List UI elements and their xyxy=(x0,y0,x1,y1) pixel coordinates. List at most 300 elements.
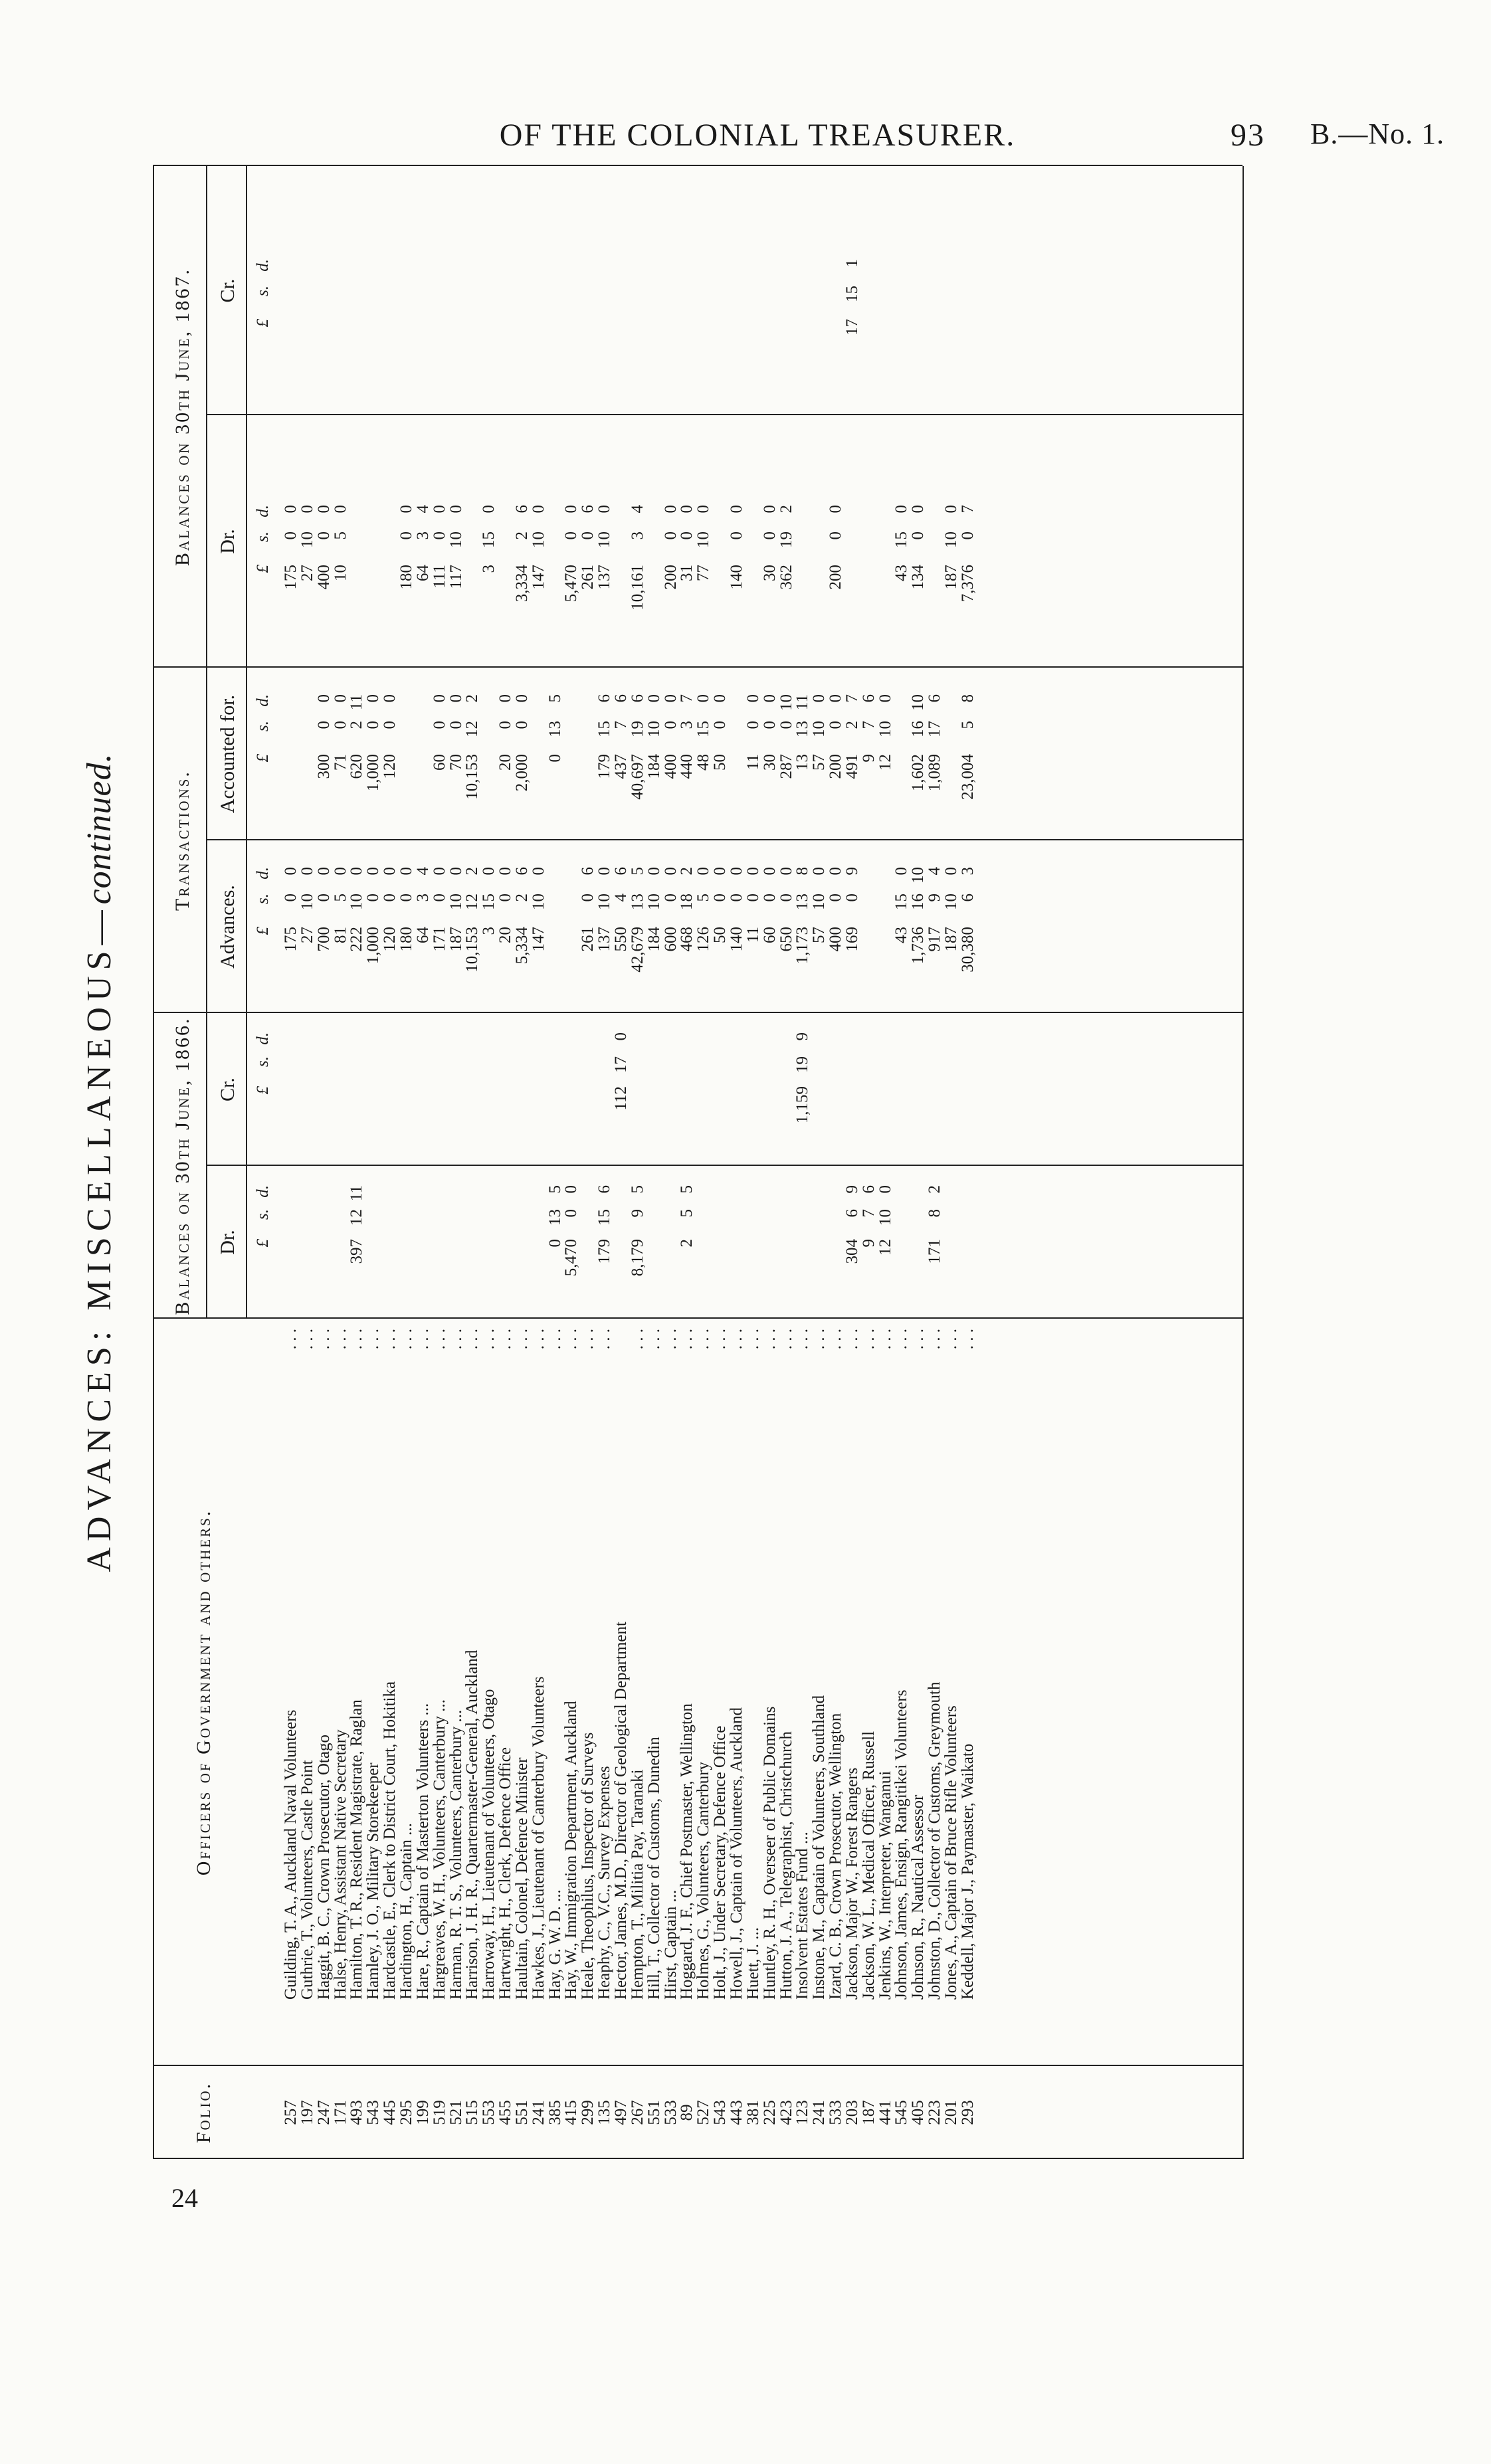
adv-pounds-cell: 20 xyxy=(496,927,515,943)
adv-pounds-cell: 147 xyxy=(529,927,547,952)
b66dr-pounds-cell: 9 xyxy=(859,1239,878,1248)
b66cr-pounds-cell: 112 xyxy=(612,1086,630,1111)
table-row xyxy=(464,166,480,2159)
acc-pounds-cell: 11 xyxy=(744,754,762,771)
table-title-continued: continued. xyxy=(80,753,118,905)
leader-dots: . . . xyxy=(810,1329,829,1350)
table-row xyxy=(531,166,547,2159)
adv-shillings-cell: 0 xyxy=(760,894,779,902)
table-row xyxy=(415,166,431,2159)
folio-cell: 225 xyxy=(760,2100,779,2125)
adv-shillings-cell: 10 xyxy=(810,894,829,910)
acc-pence-cell: 0 xyxy=(694,694,713,703)
folio-cell: 241 xyxy=(810,2100,829,2125)
b66dr-pounds-cell: 171 xyxy=(926,1239,944,1264)
acc-pence-cell: 0 xyxy=(512,694,531,703)
folio-cell: 241 xyxy=(529,2100,547,2125)
b67dr-pounds-cell: 3 xyxy=(480,565,498,573)
transactions-header: Transactions. xyxy=(171,770,193,911)
table-row xyxy=(861,166,877,2159)
adv-shillings-cell: 0 xyxy=(430,894,448,902)
officer-name-cell: Hill, T., Collector of Customs, Dunedin xyxy=(645,1737,663,2000)
advances-table xyxy=(80,166,1242,2159)
acc-shillings-cell: 10 xyxy=(645,721,663,737)
officer-name-cell: Hoggard, J. F., Chief Postmaster, Wellington xyxy=(678,1703,696,2000)
adv-shillings-cell: 15 xyxy=(892,894,911,910)
adv-pounds-cell: 140 xyxy=(727,927,746,952)
leader-dots: . . . xyxy=(298,1329,316,1350)
acc-pounds-cell: 620 xyxy=(348,754,366,779)
b67dr-shillings-cell: 10 xyxy=(595,531,614,548)
b67dr-pounds-cell: 5,470 xyxy=(562,565,581,603)
officer-name-cell: Haultain, Colonel, Defence Minister xyxy=(512,1757,531,2000)
acc-pounds-cell: 287 xyxy=(777,754,795,779)
adv-pounds-cell: 10,153 xyxy=(463,927,482,973)
acc-shillings-cell: 0 xyxy=(744,721,762,729)
b67dr-shillings-cell: 10 xyxy=(529,531,547,548)
adv-pence-cell: 9 xyxy=(843,867,861,876)
leader-dots: . . . xyxy=(678,1329,696,1350)
leader-dots: . . . xyxy=(727,1329,746,1350)
acc-pounds-cell: 440 xyxy=(678,754,696,779)
b67dr-shillings-cell: 10 xyxy=(298,531,316,548)
adv-pounds-cell: 650 xyxy=(777,927,795,952)
table-row xyxy=(630,166,646,2159)
acc-pounds-cell: 40,697 xyxy=(628,754,646,800)
folio-cell: 443 xyxy=(727,2100,746,2125)
folio-cell: 519 xyxy=(430,2100,448,2125)
b67dr-pounds-cell: 147 xyxy=(529,565,547,590)
b67dr-shillings-cell: 10 xyxy=(942,531,960,548)
b67dr-shillings-cell: 2 xyxy=(512,531,531,540)
b67cr-pounds-cell: 17 xyxy=(843,319,861,335)
acc-shillings-cell: 3 xyxy=(678,721,696,729)
folio-cell: 299 xyxy=(579,2100,597,2125)
b66cr-pence-cell: 9 xyxy=(793,1032,812,1041)
leader-dots: . . . xyxy=(628,1329,646,1350)
adv-pounds-cell: 261 xyxy=(579,927,597,952)
b67cr-pence-cell: 1 xyxy=(843,259,861,268)
adv-pounds-cell: 30,380 xyxy=(958,927,977,973)
table-row xyxy=(779,166,795,2159)
bal66-dr-header: Dr. xyxy=(217,1230,239,1255)
adv-shillings-cell: 5 xyxy=(331,894,349,902)
b67dr-shillings-cell: 0 xyxy=(430,531,448,540)
unit-label-b66dr-0: £ xyxy=(254,1239,272,1248)
acc-shillings-cell: 0 xyxy=(827,721,845,729)
acc-pence-cell: 0 xyxy=(661,694,680,703)
adv-shillings-cell: 6 xyxy=(958,894,977,902)
folio-cell: 293 xyxy=(958,2100,977,2125)
officer-name-cell: Hamley, J. O., Military Storekeeper xyxy=(364,1762,383,2000)
folio-cell: 543 xyxy=(711,2100,730,2125)
adv-pounds-cell: 42,679 xyxy=(628,927,646,973)
acc-pounds-cell: 71 xyxy=(331,754,349,771)
table-row xyxy=(811,166,827,2159)
leader-dots: . . . xyxy=(480,1329,498,1350)
unit-label-b67cr-0: £ xyxy=(254,319,272,328)
officer-name-cell: Haggit, B. C., Crown Prosecutor, Otago xyxy=(314,1735,333,2000)
b67dr-pence-cell: 6 xyxy=(512,505,531,514)
b67dr-pence-cell: 0 xyxy=(480,505,498,514)
acc-pounds-cell: 13 xyxy=(793,754,812,771)
acc-shillings-cell: 19 xyxy=(628,721,646,737)
adv-pounds-cell: 120 xyxy=(381,927,399,952)
b67dr-pence-cell: 0 xyxy=(760,505,779,514)
adv-shillings-cell: 0 xyxy=(711,894,730,902)
b67dr-pounds-cell: 200 xyxy=(661,565,680,590)
adv-pence-cell: 0 xyxy=(381,867,399,876)
table-row xyxy=(300,166,316,2159)
adv-shillings-cell: 3 xyxy=(413,894,432,902)
adv-pounds-cell: 3 xyxy=(480,927,498,935)
folio-header: Folio. xyxy=(193,2081,215,2144)
leader-dots: . . . xyxy=(496,1329,515,1350)
b67dr-shillings-cell: 0 xyxy=(958,531,977,540)
b66dr-pounds-cell: 0 xyxy=(546,1239,564,1248)
officer-name-cell: Hirst, Captain ... xyxy=(661,1889,680,2000)
leader-dots: . . . xyxy=(364,1329,383,1350)
folio-cell: 441 xyxy=(876,2100,894,2125)
b66dr-pounds-cell: 2 xyxy=(678,1239,696,1248)
b66dr-shillings-cell: 0 xyxy=(562,1209,581,1218)
adv-pounds-cell: 468 xyxy=(678,927,696,952)
leader-dots: . . . xyxy=(562,1329,581,1350)
table-row xyxy=(944,166,959,2159)
b67dr-pence-cell: 0 xyxy=(595,505,614,514)
adv-shillings-cell: 13 xyxy=(793,894,812,910)
b67dr-pounds-cell: 10,161 xyxy=(628,565,646,611)
acc-pence-cell: 0 xyxy=(827,694,845,703)
acc-pounds-cell: 50 xyxy=(711,754,730,771)
leader-dots: . . . xyxy=(859,1329,878,1350)
b67dr-pounds-cell: 64 xyxy=(413,565,432,581)
unit-label-b66cr-0: £ xyxy=(254,1086,272,1095)
adv-pounds-cell: 171 xyxy=(430,927,448,952)
acc-pounds-cell: 1,602 xyxy=(909,754,928,792)
officer-name-cell: Hartwright, H., Clerk, Defence Office xyxy=(496,1747,515,2000)
adv-pence-cell: 0 xyxy=(314,867,333,876)
adv-pence-cell: 0 xyxy=(892,867,911,876)
leader-dots: . . . xyxy=(447,1329,465,1350)
acc-pence-cell: 6 xyxy=(859,694,878,703)
table-row xyxy=(762,166,778,2159)
officer-name-cell: Guthrie, T., Volunteers, Castle Point xyxy=(298,1760,316,2000)
officer-name-cell: Hempton, T., Militia Pay, Taranaki xyxy=(628,1769,646,2000)
b67dr-pounds-cell: 137 xyxy=(595,565,614,590)
folio-cell: 257 xyxy=(282,2100,300,2125)
table-row xyxy=(746,166,761,2159)
adv-pence-cell: 6 xyxy=(512,867,531,876)
acc-shillings-cell: 0 xyxy=(711,721,730,729)
b67dr-shillings-cell: 0 xyxy=(727,531,746,540)
unit-label-b67dr-1: s. xyxy=(254,531,272,542)
adv-pence-cell: 0 xyxy=(397,867,415,876)
folio-cell: 533 xyxy=(827,2100,845,2125)
acc-shillings-cell: 15 xyxy=(694,721,713,737)
acc-pence-cell: 7 xyxy=(843,694,861,703)
adv-shillings-cell: 16 xyxy=(909,894,928,910)
adv-pounds-cell: 180 xyxy=(397,927,415,952)
b67dr-pounds-cell: 31 xyxy=(678,565,696,581)
b66dr-shillings-cell: 5 xyxy=(678,1209,696,1218)
b66dr-shillings-cell: 10 xyxy=(876,1209,894,1226)
subheader-line xyxy=(246,166,247,1319)
officer-name-cell: Guilding, T. A., Auckland Naval Volunteers xyxy=(282,1709,300,2000)
adv-pounds-cell: 400 xyxy=(827,927,845,952)
b66dr-shillings-cell: 6 xyxy=(843,1209,861,1218)
table-row xyxy=(960,166,976,2159)
acc-shillings-cell: 0 xyxy=(496,721,515,729)
acc-shillings-cell: 13 xyxy=(546,721,564,737)
table-row xyxy=(399,166,415,2159)
b67dr-pence-cell: 2 xyxy=(777,505,795,514)
acc-shillings-cell: 7 xyxy=(859,721,878,729)
table-row xyxy=(828,166,844,2159)
officer-name-cell: Harman, R. T. S., Volunteers, Canterbury ... xyxy=(447,1709,465,2000)
b67dr-shillings-cell: 0 xyxy=(282,531,300,540)
leader-dots: . . . xyxy=(892,1329,911,1350)
folio-cell: 385 xyxy=(546,2100,564,2125)
officer-name-cell: Halse, Henry, Assistant Native Secretary xyxy=(331,1729,349,2000)
adv-pence-cell: 0 xyxy=(529,867,547,876)
adv-pounds-cell: 5,334 xyxy=(512,927,531,965)
table-row xyxy=(729,166,745,2159)
adv-shillings-cell: 10 xyxy=(348,894,366,910)
b67dr-pence-cell: 0 xyxy=(694,505,713,514)
adv-shillings-cell: 10 xyxy=(529,894,547,910)
b67dr-pounds-cell: 10 xyxy=(331,565,349,581)
b67dr-pounds-cell: 7,376 xyxy=(958,565,977,603)
b67dr-pence-cell: 0 xyxy=(942,505,960,514)
officer-name-cell: Jackson, Major W., Forest Rangers xyxy=(843,1767,861,2000)
table-title-main: ADVANCES: MISCELLANEOUS— xyxy=(80,904,118,1572)
b67dr-pence-cell: 0 xyxy=(529,505,547,514)
b66dr-pence-cell: 0 xyxy=(562,1185,581,1194)
leader-dots: . . . xyxy=(777,1329,795,1350)
advances-header: Advances. xyxy=(217,885,239,969)
acc-shillings-cell: 0 xyxy=(760,721,779,729)
acc-pounds-cell: 57 xyxy=(810,754,829,771)
adv-pounds-cell: 1,000 xyxy=(364,927,383,965)
adv-shillings-cell: 10 xyxy=(447,894,465,910)
page-number: 93 xyxy=(1231,118,1265,153)
bal66-cr-header: Cr. xyxy=(217,1078,239,1101)
folio-cell: 515 xyxy=(463,2100,482,2125)
acc-shillings-cell: 0 xyxy=(364,721,383,729)
b66dr-pounds-cell: 8,179 xyxy=(628,1239,646,1277)
folio-cell: 445 xyxy=(381,2100,399,2125)
table-row xyxy=(448,166,464,2159)
b66dr-pounds-cell: 5,470 xyxy=(562,1239,581,1277)
folio-cell: 267 xyxy=(628,2100,646,2125)
acc-pence-cell: 0 xyxy=(876,694,894,703)
acc-pounds-cell: 20 xyxy=(496,754,515,771)
officer-name-cell: Hawkes, J., Lieutenant of Canterbury Volunteers xyxy=(529,1676,547,2000)
b67dr-pounds-cell: 77 xyxy=(694,565,713,581)
folio-cell: 89 xyxy=(678,2104,696,2121)
folio-cell: 493 xyxy=(348,2100,366,2125)
b67dr-shillings-cell: 0 xyxy=(562,531,581,540)
adv-shillings-cell: 4 xyxy=(612,894,630,902)
leader-dots: . . . xyxy=(529,1329,547,1350)
adv-pounds-cell: 1,173 xyxy=(793,927,812,965)
leader-dots: . . . xyxy=(645,1329,663,1350)
adv-pounds-cell: 57 xyxy=(810,927,829,943)
adv-shillings-cell: 13 xyxy=(628,894,646,910)
table-row xyxy=(498,166,514,2159)
folio-cell: 497 xyxy=(612,2100,630,2125)
b66dr-pence-cell: 6 xyxy=(859,1185,878,1194)
b67dr-pence-cell: 0 xyxy=(447,505,465,514)
b67dr-pence-cell: 0 xyxy=(430,505,448,514)
acc-shillings-cell: 17 xyxy=(926,721,944,737)
b67dr-pounds-cell: 180 xyxy=(397,565,415,590)
adv-pence-cell: 2 xyxy=(678,867,696,876)
acc-shillings-cell: 2 xyxy=(843,721,861,729)
folio-cell: 187 xyxy=(859,2100,878,2125)
leader-dots: . . . xyxy=(381,1329,399,1350)
leader-dots: . . . xyxy=(926,1329,944,1350)
folio-cell: 123 xyxy=(793,2100,812,2125)
b67dr-pounds-cell: 400 xyxy=(314,565,333,590)
adv-pounds-cell: 550 xyxy=(612,927,630,952)
officer-name-cell: Heale, Theophilus, Inspector of Surveys xyxy=(579,1732,597,2000)
acc-pounds-cell: 1,089 xyxy=(926,754,944,792)
b67dr-pence-cell: 0 xyxy=(827,505,845,514)
folio-cell: 203 xyxy=(843,2100,861,2125)
leader-dots: . . . xyxy=(793,1329,812,1350)
adv-pounds-cell: 917 xyxy=(926,927,944,952)
acc-pence-cell: 0 xyxy=(364,694,383,703)
table-row xyxy=(547,166,563,2159)
officer-name-cell: Harrison, J. H. R., Quartermaster-General, Auckland xyxy=(463,1650,482,2000)
acc-shillings-cell: 0 xyxy=(430,721,448,729)
b66dr-shillings-cell: 12 xyxy=(348,1209,366,1226)
adv-shillings-cell: 10 xyxy=(595,894,614,910)
leader-dots: . . . xyxy=(413,1329,432,1350)
officer-name-cell: Huntley, R. H., Overseer of Public Domains xyxy=(760,1706,779,2000)
unit-label-adv-0: £ xyxy=(254,927,272,935)
adv-shillings-cell: 0 xyxy=(661,894,680,902)
adv-shillings-cell: 0 xyxy=(727,894,746,902)
officer-name-cell: Johnston, D., Collector of Customs, Greymouth xyxy=(926,1681,944,2000)
b67dr-shillings-cell: 15 xyxy=(480,531,498,548)
table-row xyxy=(365,166,381,2159)
table-row xyxy=(663,166,679,2159)
b66cr-pounds-cell: 1,159 xyxy=(793,1086,812,1124)
adv-shillings-cell: 0 xyxy=(364,894,383,902)
unit-label-acc-0: £ xyxy=(254,754,272,763)
adv-pence-cell: 0 xyxy=(480,867,498,876)
acc-pounds-cell: 179 xyxy=(595,754,614,779)
officer-name-cell: Holt, J., Under Secretary, Defence Office xyxy=(711,1725,730,2000)
acc-pence-cell: 6 xyxy=(612,694,630,703)
unit-label-adv-2: d. xyxy=(254,867,272,880)
unit-label-adv-1: s. xyxy=(254,894,272,904)
b66dr-pence-cell: 2 xyxy=(926,1185,944,1194)
b66dr-pounds-cell: 12 xyxy=(876,1239,894,1256)
acc-pence-cell: 0 xyxy=(711,694,730,703)
unit-label-b67dr-2: d. xyxy=(254,505,272,518)
b67dr-pounds-cell: 134 xyxy=(909,565,928,590)
acc-pence-cell: 0 xyxy=(381,694,399,703)
running-title: OF THE COLONIAL TREASURER. xyxy=(499,118,1016,153)
unit-label-b66dr-1: s. xyxy=(254,1209,272,1220)
table-row xyxy=(316,166,332,2159)
adv-pounds-cell: 126 xyxy=(694,927,713,952)
adv-pounds-cell: 600 xyxy=(661,927,680,952)
officer-name-cell: Johnson, R., Nautical Assessor xyxy=(909,1794,928,2000)
unit-label-acc-2: d. xyxy=(254,694,272,707)
leader-dots: . . . xyxy=(744,1329,762,1350)
folio-cell: 545 xyxy=(892,2100,911,2125)
b67dr-pounds-cell: 27 xyxy=(298,565,316,581)
adv-pounds-cell: 27 xyxy=(298,927,316,943)
b66dr-shillings-cell: 7 xyxy=(859,1209,878,1218)
acc-pounds-cell: 120 xyxy=(381,754,399,779)
leader-dots: . . . xyxy=(331,1329,349,1350)
leader-dots: . . . xyxy=(958,1329,977,1350)
adv-pence-cell: 0 xyxy=(942,867,960,876)
b67dr-pounds-cell: 200 xyxy=(827,565,845,590)
b67dr-pence-cell: 0 xyxy=(298,505,316,514)
adv-shillings-cell: 0 xyxy=(777,894,795,902)
table-row xyxy=(382,166,398,2159)
officer-name-cell: Jenkins, W., Interpreter, Wanganui xyxy=(876,1770,894,2000)
b67dr-shillings-cell: 3 xyxy=(628,531,646,540)
acc-pounds-cell: 30 xyxy=(760,754,779,771)
table-row xyxy=(894,166,910,2159)
adv-pence-cell: 0 xyxy=(711,867,730,876)
bal67-header: Balances on 30th June, 1867. xyxy=(171,268,193,567)
b67dr-shillings-cell: 0 xyxy=(579,531,597,540)
acc-pounds-cell: 437 xyxy=(612,754,630,779)
b66cr-pence-cell: 0 xyxy=(612,1032,630,1041)
leader-dots: . . . xyxy=(546,1329,564,1350)
table-bottom-border xyxy=(1242,166,1244,2159)
acc-pence-cell: 11 xyxy=(793,694,812,711)
adv-shillings-cell: 0 xyxy=(282,894,300,902)
folio-cell: 423 xyxy=(777,2100,795,2125)
acc-shillings-cell: 13 xyxy=(793,721,812,737)
officer-name-cell: Izard, C. B., Crown Prosecutor, Wellington xyxy=(827,1713,845,2000)
b67dr-pounds-cell: 362 xyxy=(777,565,795,590)
acc-shillings-cell: 0 xyxy=(661,721,680,729)
adv-shillings-cell: 0 xyxy=(744,894,762,902)
officer-name-cell: Harroway, H., Lieutenant of Volunteers, Otago xyxy=(480,1689,498,2000)
adv-shillings-cell: 5 xyxy=(694,894,713,902)
acc-pounds-cell: 184 xyxy=(645,754,663,779)
acc-pence-cell: 0 xyxy=(645,694,663,703)
b66dr-pence-cell: 11 xyxy=(348,1185,366,1202)
officer-name-cell: Howell, J., Captain of Volunteers, Auckland xyxy=(727,1707,746,2000)
leader-dots: . . . xyxy=(694,1329,713,1350)
acc-pence-cell: 5 xyxy=(546,694,564,703)
acc-pence-cell: 0 xyxy=(744,694,762,703)
b67dr-pence-cell: 0 xyxy=(678,505,696,514)
unit-label-b66dr-2: d. xyxy=(254,1185,272,1198)
adv-pounds-cell: 184 xyxy=(645,927,663,952)
adv-shillings-cell: 2 xyxy=(512,894,531,902)
b67dr-shillings-cell: 15 xyxy=(892,531,911,548)
adv-pence-cell: 5 xyxy=(628,867,646,876)
table-row xyxy=(613,166,629,2159)
adv-pence-cell: 0 xyxy=(447,867,465,876)
adv-pence-cell: 0 xyxy=(661,867,680,876)
acc-pence-cell: 10 xyxy=(909,694,928,711)
folio-cell: 295 xyxy=(397,2100,415,2125)
